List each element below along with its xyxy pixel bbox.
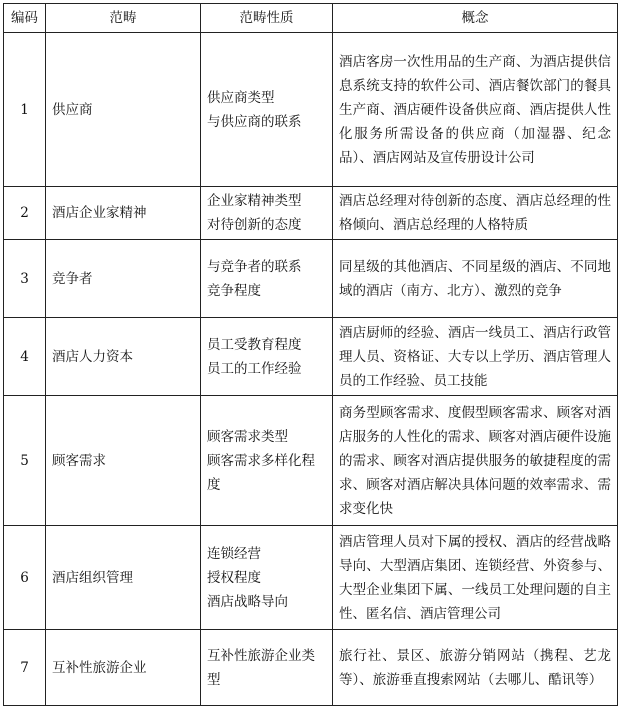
property-line: 供应商类型 (207, 89, 275, 106)
row-num: 4 (4, 318, 46, 396)
property-line: 竞争程度 (207, 282, 261, 299)
property-line: 对待创新的态度 (207, 217, 302, 233)
row-concept: 同星级的其他酒店、不同星级的酒店、不同地域的酒店（南方、北方）、激烈的竞争 (333, 240, 618, 318)
row-properties (201, 318, 333, 396)
row-properties (201, 396, 333, 526)
row-num: 5 (4, 396, 46, 526)
row-properties (201, 33, 333, 187)
row-concept: 商务型顾客需求、度假型顾客需求、顾客对酒店服务的人性化的需求、顾客对酒店硬件设施的需求、顾客对酒店提供服务的敏捷程度的需求、顾客对酒店解决具体问题的效率需求、需求变化快 (333, 396, 618, 526)
row-category: 顾客需求 (46, 396, 201, 526)
property-line: 员工受教育程度 (207, 336, 302, 353)
property-line: 授权程度 (207, 569, 261, 586)
property-line: 顾客需求多样化程度 (207, 452, 315, 493)
property-line: 与供应商的联系 (207, 113, 302, 130)
property-line: 企业家精神类型 (207, 193, 302, 209)
table-row (4, 33, 618, 187)
header-num: 编码 (4, 4, 46, 33)
header-category: 范畴 (46, 4, 201, 33)
row-properties (201, 240, 333, 318)
row-num: 1 (4, 33, 46, 187)
row-properties (201, 187, 333, 240)
category-table (3, 3, 618, 706)
property-line: 与竞争者的联系 (207, 258, 302, 275)
property-line: 酒店战略导向 (207, 593, 288, 610)
table-row (4, 187, 618, 240)
table-row (4, 396, 618, 526)
row-num: 6 (4, 526, 46, 630)
table-row (4, 630, 618, 706)
row-category: 酒店人力资本 (46, 318, 201, 396)
row-concept: 酒店厨师的经验、酒店一线员工、酒店行政管理人员、资格证、大专以上学历、酒店管理人员的工作经验、员工技能 (333, 318, 618, 396)
property-line: 连锁经营 (207, 545, 261, 562)
property-line: 顾客需求类型 (207, 428, 288, 445)
row-category: 竞争者 (46, 240, 201, 318)
row-concept: 酒店总经理对待创新的态度、酒店总经理的性格倾向、酒店总经理的人格特质 (333, 187, 618, 240)
table-row (4, 240, 618, 318)
row-category: 互补性旅游企业 (46, 630, 201, 706)
row-category: 供应商 (46, 33, 201, 187)
row-concept: 酒店管理人员对下属的授权、酒店的经营战略导向、大型酒店集团、连锁经营、外资参与、大型企业集团下属、一线员工处理问题的自主性、匿名信、酒店管理公司 (333, 526, 618, 630)
property-line: 互补性旅游企业类型 (207, 647, 315, 688)
row-num: 2 (4, 187, 46, 240)
row-category: 酒店组织管理 (46, 526, 201, 630)
row-category: 酒店企业家精神 (46, 187, 201, 240)
row-properties (201, 630, 333, 706)
row-num: 3 (4, 240, 46, 318)
row-properties (201, 526, 333, 630)
table-header-row (4, 4, 618, 33)
row-concept: 旅行社、景区、旅游分销网站（携程、艺龙等）、旅游垂直搜索网站（去哪儿、酷讯等） (333, 630, 618, 706)
property-line: 员工的工作经验 (207, 360, 302, 377)
header-property: 范畴性质 (201, 4, 333, 33)
row-num: 7 (4, 630, 46, 706)
table-row (4, 318, 618, 396)
row-concept: 酒店客房一次性用品的生产商、为酒店提供信息系统支持的软件公司、酒店餐饮部门的餐具生产商、酒店硬件设备供应商、酒店提供人性化服务所需设备的供应商（加湿器、纪念品）、酒店网站及宣传册设计公司 (333, 33, 618, 187)
table-row (4, 526, 618, 630)
header-concept: 概念 (333, 4, 618, 33)
